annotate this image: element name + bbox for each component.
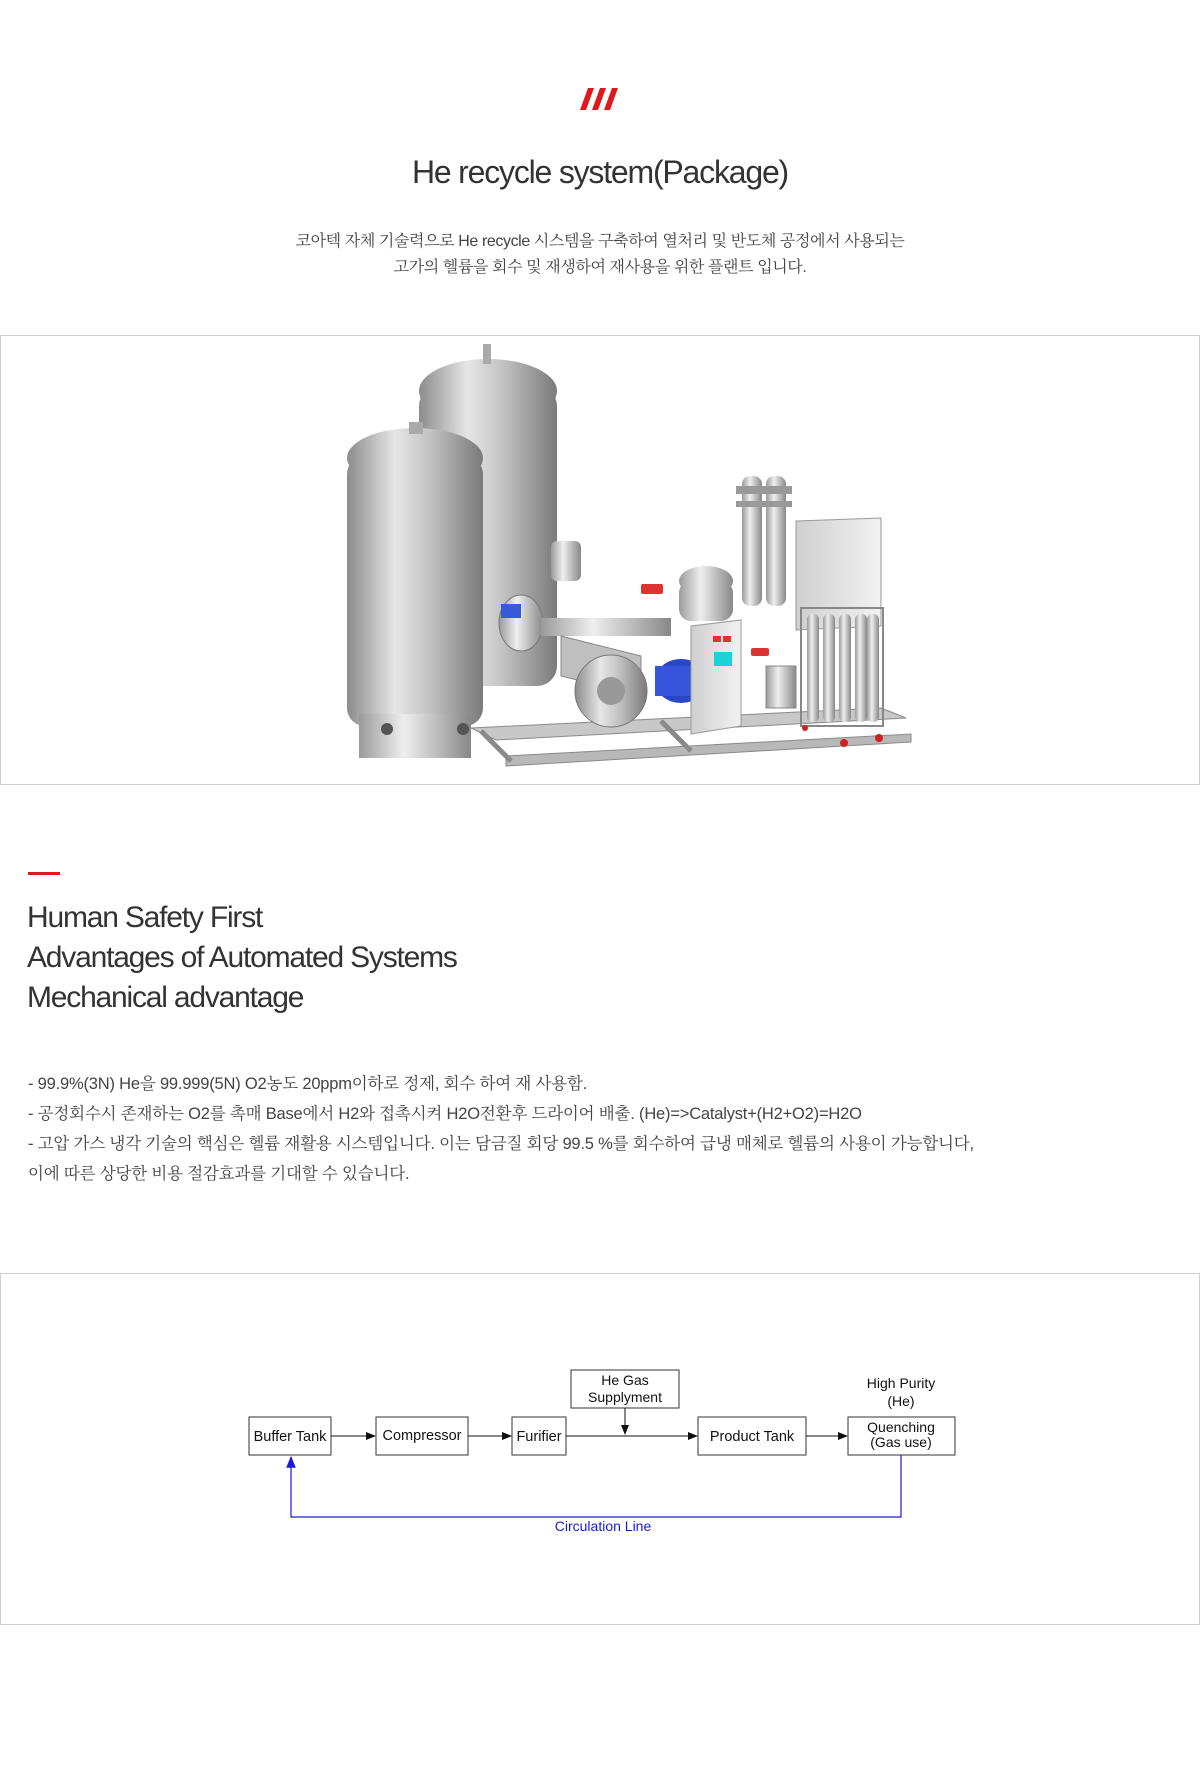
bullet-item: - 공정회수시 존재하는 O2를 촉매 Base에서 H2와 접촉시켜 H2O전환후 드라이어 배출. (He)=>Catalyst+(H2+O2)=H2O <box>28 1105 862 1123</box>
plant-image-frame <box>0 335 1200 785</box>
process-flow-diagram <box>1 1274 1199 1624</box>
heading-automated-systems: Advantages of Automated Systems <box>27 941 457 974</box>
bullet-item: - 99.9%(3N) He을 99.999(5N) O2농도 20ppm이하로 정제, 회수 하여 재 사용함. <box>28 1075 588 1093</box>
intro-line-1: 코아텍 자체 기술력으로 He recycle 시스템을 구축하여 열처리 및 반도체 공정에서 사용되는 <box>295 233 905 250</box>
page-title: He recycle system(Package) <box>411 154 789 191</box>
feature-headings <box>27 898 457 1018</box>
product-tank-label: Product Tank <box>709 1429 795 1445</box>
high-purity-label-line-2: (He) <box>887 1393 915 1409</box>
he-gas-label-line-2: Supplyment <box>588 1389 662 1405</box>
circulation-line <box>291 1455 901 1517</box>
he-gas-label-line-1: He Gas <box>601 1372 649 1388</box>
intro-line-2: 고가의 헬륨을 회수 및 재생하여 재사용을 위한 플랜트 입니다. <box>393 259 807 276</box>
he-recycle-plant-illustration <box>1 336 1199 784</box>
heading-mechanical-advantage: Mechanical advantage <box>27 981 304 1014</box>
circulation-line-label: Circulation Line <box>554 1518 652 1534</box>
buffer-tank-label: Buffer Tank <box>253 1429 327 1445</box>
intro-text <box>0 229 1200 281</box>
quenching-label-line-2: (Gas use) <box>870 1434 932 1450</box>
process-diagram-frame <box>0 1273 1200 1625</box>
bullet-item: - 고압 가스 냉각 기술의 핵심은 헬륨 재활용 시스템입니다. 이는 담금질 회당 99.5 %를 회수하여 급냉 매체로 헬륨의 사용이 가능합니다, <box>28 1135 974 1153</box>
high-purity-label-line-1: High Purity <box>866 1375 936 1391</box>
triple-slash-logo-icon <box>580 88 620 114</box>
bullet-item: 이에 따른 상당한 비용 절감효과를 기대할 수 있습니다. <box>28 1165 410 1183</box>
heading-human-safety: Human Safety First <box>27 901 263 934</box>
furifier-label: Furifier <box>516 1429 562 1445</box>
compressor-label: Compressor <box>382 1428 462 1444</box>
feature-bullets <box>28 1069 974 1189</box>
section-accent-bar <box>28 872 60 875</box>
quenching-label-line-1: Quenching <box>867 1419 935 1435</box>
